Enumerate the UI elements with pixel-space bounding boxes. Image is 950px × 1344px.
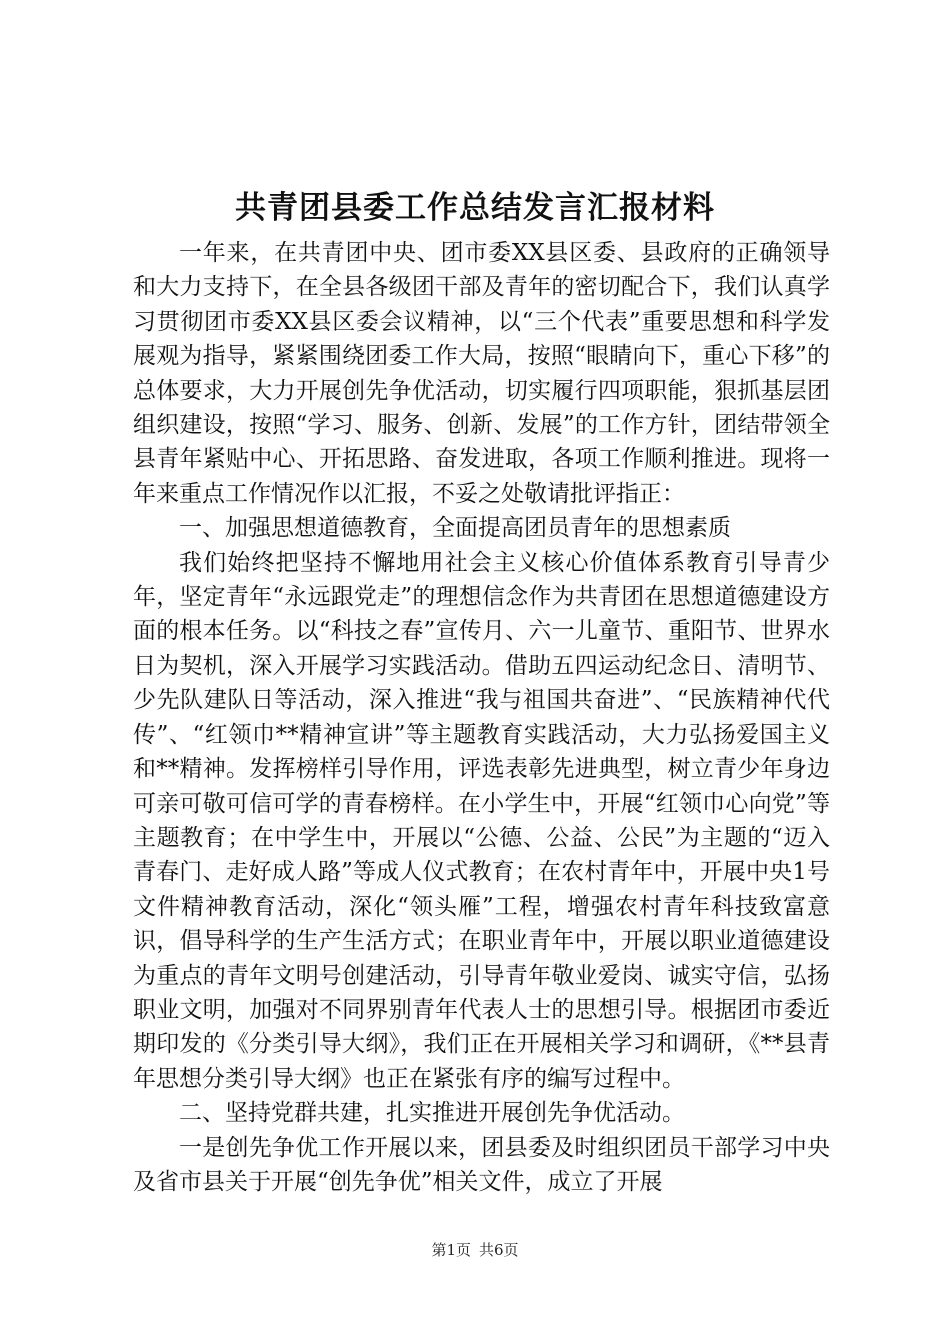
intro-paragraph: 一年来，在共青团中央、团市委XX县区委、县政府的正确领导和大力支持下，在全县各级团干部及青年的密切配合下，我们认真学习贯彻团市委XX县区委会议精神，以“三个代表”重要思想和科学发展观为指导，紧紧围绕团委工作大局，按照“眼睛向下，重心下移”的总体要求，大力开展创先争优活动，切实履行四项职能，狠抓基层团组织建设，按照“学习、服务、创新、发展”的工作方针，团结带领全县青年紧贴中心、开拓思路、奋发进取，各项工作顺利推进。现将一年来重点工作情况作以汇报，不妥之处敬请批评指正： (133, 240, 830, 507)
page-total: 共6页 (479, 1241, 519, 1259)
document-title: 共青团县委工作总结发言汇报材料 (235, 190, 715, 226)
page-number: 第1页 (431, 1241, 471, 1259)
section-heading-1: 一、加强思想道德教育，全面提高团员青年的思想素质 (179, 515, 731, 542)
section-2-paragraph: 一是创先争优工作开展以来，团县委及时组织团员干部学习中央及省市县关于开展“创先争优”相关文件，成立了开展 (133, 1134, 830, 1195)
page-footer (0, 1240, 950, 1260)
document-body (133, 236, 830, 1199)
section-1-paragraph: 我们始终把坚持不懈地用社会主义核心价值体系教育引导青少年，坚定青年“永远跟党走”的理想信念作为共青团在思想道德建设方面的根本任务。以“科技之春”宣传月、六一儿童节、重阳节、世界水日为契机，深入开展学习实践活动。借助五四运动纪念日、清明节、少先队建队日等活动，深入推进“我与祖国共奋进”、“民族精神代代传”、“红领巾**精神宣讲”等主题教育实践活动，大力弘扬爱国主义和**精神。发挥榜样引导作用，评选表彰先进典型，树立青少年身边可亲可敬可信可学的青春榜样。在小学生中，开展“红领巾心向党”等主题教育；在中学生中，开展以“公德、公益、公民”为主题的“迈入青春门、走好成人路”等成人仪式教育；在农村青年中，开展中央1号文件精神教育活动，深化“领头雁”工程，增强农村青年科技致富意识，倡导科学的生产生活方式；在职业青年中，开展以职业道德建设为重点的青年文明号创建活动，引导青年敬业爱岗、诚实守信，弘扬职业文明，加强对不同界别青年代表人士的思想引导。根据团市委近期印发的《分类引导大纲》，我们正在开展相关学习和调研，《**县青年思想分类引导大纲》也正在紧张有序的编写过程中。 (133, 549, 830, 1092)
section-heading-2: 二、坚持党群共建，扎实推进开展创先争优活动。 (179, 1100, 685, 1127)
